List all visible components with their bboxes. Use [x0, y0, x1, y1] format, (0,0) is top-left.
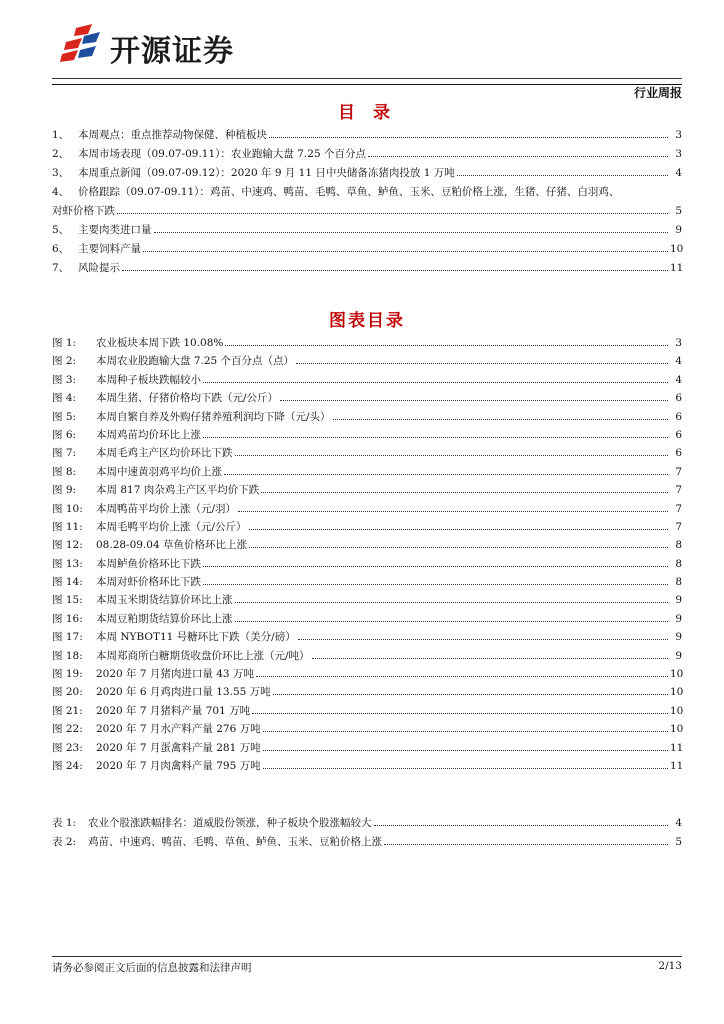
figure-title: 农业板块本周下跌 10.08%	[96, 337, 224, 349]
dot-leader	[143, 251, 668, 252]
dot-leader	[263, 768, 668, 769]
figure-title: 本周中速黄羽鸡平均价上涨	[96, 465, 222, 478]
figure-page-number: 7	[675, 520, 682, 533]
toc-entry-line1[interactable]	[52, 183, 682, 202]
table-title: 鸡苗、中速鸡、鸭苗、毛鸭、草鱼、鲈鱼、玉米、豆粕价格上涨	[88, 836, 382, 848]
figure-number: 图 15:	[52, 594, 83, 607]
figure-page-number: 4	[675, 355, 682, 368]
figure-number: 图 8:	[52, 465, 77, 478]
figure-number: 图 21:	[52, 704, 83, 717]
dot-leader	[263, 750, 668, 751]
dot-leader	[225, 345, 668, 346]
figures-list	[52, 334, 682, 775]
figure-number: 图 22:	[52, 723, 83, 736]
toc-number: 7、	[52, 262, 70, 274]
toc-title: 主要肉类进口量	[78, 224, 152, 236]
figure-page-number: 9	[675, 631, 682, 644]
figure-entry[interactable]	[52, 444, 682, 462]
toc-title: 本周观点：重点推荐动物保健、种植板块	[78, 129, 267, 141]
figure-entry[interactable]	[52, 739, 682, 757]
figure-number: 图 7:	[52, 447, 77, 460]
figure-page-number: 6	[675, 410, 682, 423]
figure-number: 图 9:	[52, 484, 77, 497]
figure-title: 本周对虾价格环比下跌	[96, 576, 201, 589]
header-divider-bottom	[52, 84, 682, 85]
figure-page-number: 7	[675, 502, 682, 515]
figure-entry[interactable]	[52, 408, 682, 426]
figure-number: 图 6:	[52, 428, 77, 441]
tables-list	[52, 814, 682, 852]
toc-page-number: 3	[675, 148, 682, 160]
figure-page-number: 9	[675, 612, 682, 625]
figure-title: 本周鲈鱼价格环比下跌	[96, 557, 201, 570]
figure-title: 本周农业股跑输大盘 7.25 个百分点（点）	[96, 355, 295, 368]
toc-number: 3、	[52, 167, 70, 179]
figure-number: 图 11:	[52, 520, 83, 533]
dot-leader	[273, 694, 668, 695]
toc-entry[interactable]	[52, 240, 682, 259]
figure-entry[interactable]	[52, 481, 682, 499]
toc-page-number: 5	[675, 205, 682, 217]
dot-leader	[256, 676, 668, 677]
page-number: 2/13	[658, 960, 682, 972]
page-header	[52, 18, 682, 100]
figure-page-number: 10	[670, 723, 684, 736]
figure-page-number: 7	[675, 465, 682, 478]
dot-leader	[235, 602, 669, 603]
dot-leader	[333, 419, 668, 420]
figure-page-number: 9	[675, 594, 682, 607]
toc-number: 2、	[52, 148, 70, 160]
table-number: 表 1:	[52, 817, 77, 829]
toc-entry[interactable]	[52, 202, 682, 221]
table-entry[interactable]	[52, 814, 682, 833]
figure-title: 本周 NYBOT11 号糖环比下跌（美分/磅）	[96, 631, 296, 644]
table-page-number: 5	[675, 836, 682, 848]
figure-number: 图 12:	[52, 539, 83, 552]
figure-number: 图 5:	[52, 410, 77, 423]
dot-leader	[122, 270, 668, 271]
toc-entry[interactable]	[52, 164, 682, 183]
figure-page-number: 3	[675, 337, 682, 349]
dot-leader	[117, 213, 668, 214]
figure-title: 2020 年 7 月蛋禽料产量 281 万吨	[96, 741, 261, 754]
figure-page-number: 8	[675, 576, 682, 589]
figure-entry[interactable]	[52, 352, 682, 370]
figure-title: 本周郑商所白糖期货收盘价环比上涨（元/吨）	[96, 649, 310, 662]
report-type: 行业周报	[633, 86, 682, 100]
figure-title: 本周生猪、仔猪价格均下跌（元/公斤）	[96, 392, 279, 405]
figure-number: 图 4:	[52, 392, 77, 405]
figure-entry[interactable]	[52, 536, 682, 554]
figure-number: 图 14:	[52, 576, 83, 589]
figure-title: 本周玉米期货结算价环比上涨	[96, 594, 233, 607]
figure-page-number: 11	[670, 759, 684, 772]
toc-title: 风险提示	[78, 262, 120, 274]
dot-leader	[457, 175, 668, 176]
dot-leader	[374, 825, 669, 826]
figure-entry[interactable]	[52, 720, 682, 738]
figure-entry[interactable]	[52, 757, 682, 775]
toc-page-number: 10	[670, 243, 684, 255]
toc-number: 5、	[52, 224, 70, 236]
figure-number: 图 18:	[52, 649, 83, 662]
figure-title: 2020 年 7 月猪肉进口量 43 万吨	[96, 668, 254, 681]
dot-leader	[235, 621, 669, 622]
figure-title: 2020 年 7 月肉禽料产量 795 万吨	[96, 759, 261, 772]
figure-entry[interactable]	[52, 463, 682, 481]
dot-leader	[312, 658, 668, 659]
figure-title: 2020 年 7 月水产料产量 276 万吨	[96, 723, 261, 736]
figure-page-number: 7	[675, 484, 682, 497]
dot-leader	[252, 713, 668, 714]
dot-leader	[203, 584, 668, 585]
dot-leader	[235, 455, 669, 456]
toc-title: 本周市场表现（09.07-09.11）：农业跑输大盘 7.25 个百分点	[78, 148, 366, 160]
toc-page-number: 9	[675, 224, 682, 236]
figure-number: 图 16:	[52, 612, 83, 625]
figure-number: 图 3:	[52, 373, 77, 386]
dot-leader	[154, 232, 669, 233]
figure-number: 图 10:	[52, 502, 83, 515]
dot-leader	[203, 437, 668, 438]
figure-page-number: 4	[675, 373, 682, 386]
figure-entry[interactable]	[52, 665, 682, 683]
figure-page-number: 9	[675, 649, 682, 662]
footer-divider	[52, 956, 682, 957]
toc-entry[interactable]	[52, 259, 682, 278]
figure-entry[interactable]	[52, 518, 682, 536]
figure-title: 本周种子板块跌幅较小	[96, 373, 201, 386]
figure-entry[interactable]	[52, 389, 682, 407]
figure-number: 图 20:	[52, 686, 83, 699]
dot-leader	[280, 400, 668, 401]
figure-title: 本周鸡苗均价环比上涨	[96, 428, 201, 441]
figure-page-number: 10	[670, 704, 684, 717]
dot-leader	[368, 156, 668, 157]
toc-list	[52, 126, 682, 278]
dot-leader	[298, 639, 668, 640]
table-number: 表 2:	[52, 836, 77, 848]
figure-title: 本周毛鸭平均价上涨（元/公斤）	[96, 520, 247, 533]
figure-title: 本周 817 肉杂鸡主产区平均价下跌	[96, 484, 260, 497]
figure-entry[interactable]	[52, 610, 682, 628]
figure-title: 2020 年 6 月鸡肉进口量 13.55 万吨	[96, 686, 271, 699]
dot-leader	[296, 363, 668, 364]
toc-page-number: 11	[670, 262, 684, 274]
figure-title: 本周毛鸡主产区均价环比下跌	[96, 447, 233, 460]
toc-title: 主要饲料产量	[78, 243, 141, 255]
figure-entry[interactable]	[52, 555, 682, 573]
toc-number: 1、	[52, 129, 70, 141]
figures-toc-title: 图表目录	[329, 311, 405, 331]
table-page-number: 4	[675, 817, 682, 829]
dot-leader	[238, 511, 668, 512]
figure-title: 08.28-09.04 草鱼价格环比上涨	[96, 539, 248, 552]
dot-leader	[249, 547, 668, 548]
toc-title: 本周重点新闻（09.07-09.12）：2020 年 9 月 11 日中央储备冻猪肉投放 1 万吨	[78, 167, 455, 179]
dot-leader	[224, 474, 668, 475]
figure-entry[interactable]	[52, 702, 682, 720]
figure-title: 本周豆粕期货结算价环比上涨	[96, 612, 233, 625]
company-name: 开源证券	[110, 34, 234, 69]
figure-page-number: 8	[675, 557, 682, 570]
dot-leader	[384, 844, 668, 845]
toc-title-continued: 对虾价格下跌	[52, 205, 115, 217]
figure-number: 图 23:	[52, 741, 83, 754]
toc-number: 4、	[52, 186, 70, 198]
table-title: 农业个股涨跌幅排名：道威股份领涨，种子板块个股涨幅较大	[88, 817, 372, 829]
toc-title: 价格跟踪（09.07-09.11）：鸡苗、中速鸡、鸭苗、毛鸭、草鱼、鲈鱼、玉米、豆粕价格上涨，生猪、仔猪、白羽鸡、	[78, 186, 620, 198]
footer-disclaimer: 请务必参阅正文后面的信息披露和法律声明	[52, 962, 252, 974]
figure-number: 图 2:	[52, 355, 77, 368]
toc-page-number: 4	[675, 167, 682, 179]
figure-number: 图 13:	[52, 557, 83, 570]
figure-entry[interactable]	[52, 683, 682, 701]
figure-page-number: 10	[670, 668, 684, 681]
toc-entry[interactable]	[52, 145, 682, 164]
figure-page-number: 6	[675, 428, 682, 441]
figure-entry[interactable]	[52, 628, 682, 646]
dot-leader	[203, 566, 668, 567]
figure-number: 图 24:	[52, 759, 83, 772]
company-logo-icon	[58, 20, 104, 66]
table-entry[interactable]	[52, 833, 682, 852]
figure-number: 图 17:	[52, 631, 83, 644]
figure-page-number: 6	[675, 447, 682, 460]
figure-entry[interactable]	[52, 573, 682, 591]
toc-entry[interactable]	[52, 126, 682, 145]
figure-page-number: 11	[670, 741, 684, 754]
figure-entry[interactable]	[52, 334, 682, 352]
figure-entry[interactable]	[52, 647, 682, 665]
figure-number: 图 1:	[52, 337, 77, 349]
figure-page-number: 8	[675, 539, 682, 552]
dot-leader	[269, 137, 668, 138]
figure-title: 本周鸭苗平均价上涨（元/羽）	[96, 502, 237, 515]
dot-leader	[203, 382, 668, 383]
header-divider	[52, 78, 682, 79]
dot-leader	[249, 529, 668, 530]
toc-number: 6、	[52, 243, 70, 255]
figure-number: 图 19:	[52, 668, 83, 681]
figure-title: 本周自繁自养及外购仔猪养殖利润均下降（元/头）	[96, 410, 331, 423]
toc-title: 目 录	[338, 103, 396, 123]
toc-page-number: 3	[675, 129, 682, 141]
dot-leader	[261, 492, 668, 493]
figure-title: 2020 年 7 月猪料产量 701 万吨	[96, 704, 251, 717]
dot-leader	[263, 731, 668, 732]
figure-entry[interactable]	[52, 426, 682, 444]
figure-page-number: 6	[675, 392, 682, 405]
toc-entry[interactable]	[52, 221, 682, 240]
figure-page-number: 10	[670, 686, 684, 699]
figure-entry[interactable]	[52, 371, 682, 389]
figure-entry[interactable]	[52, 500, 682, 518]
figure-entry[interactable]	[52, 591, 682, 609]
